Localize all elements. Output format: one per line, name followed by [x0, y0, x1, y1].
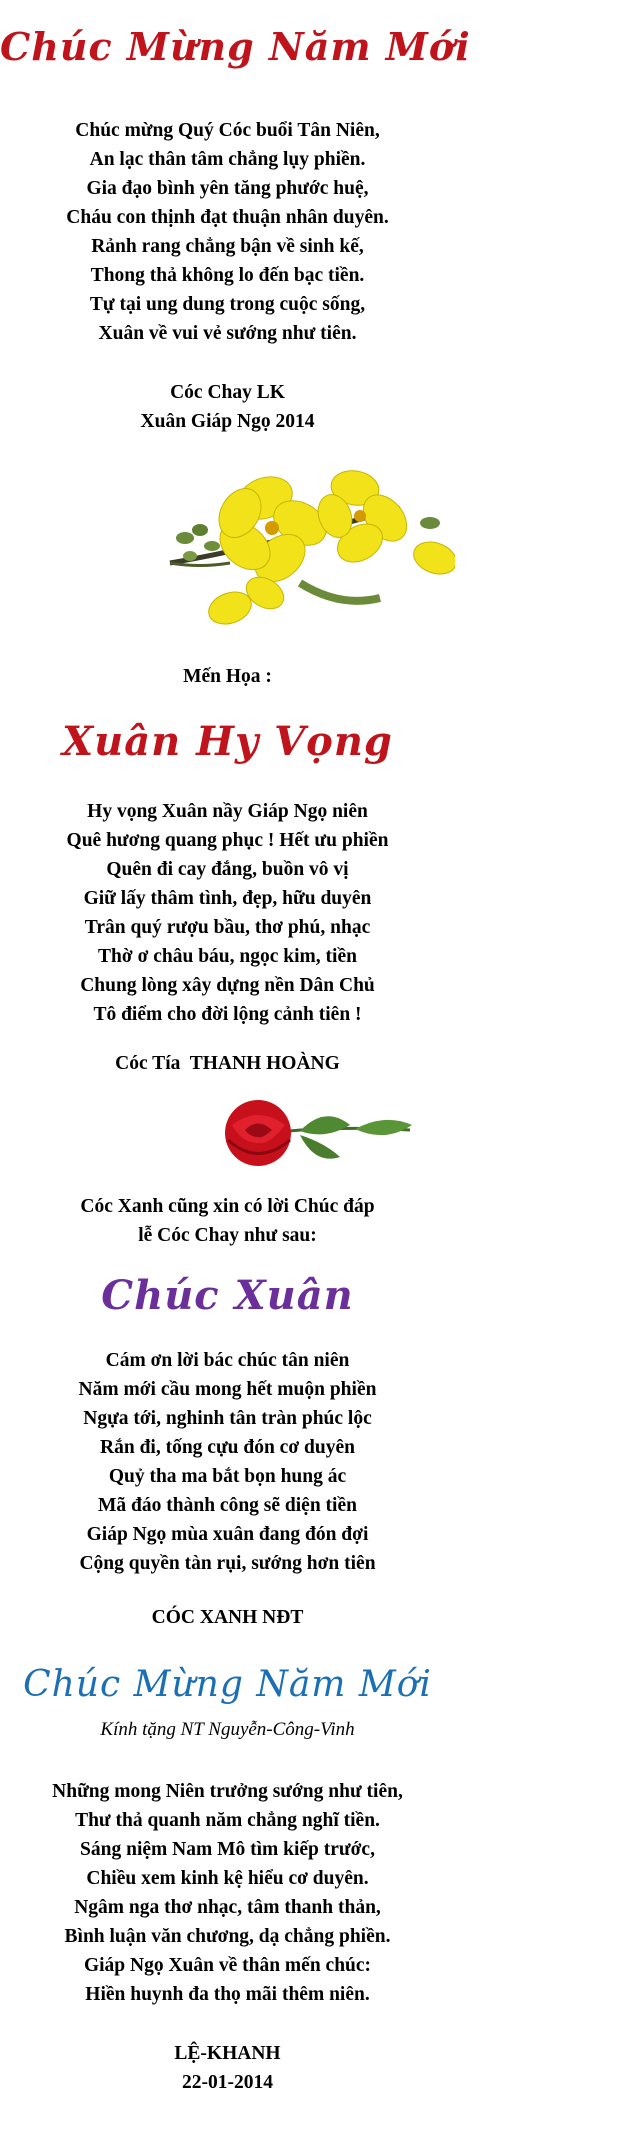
dedication: Kính tặng NT Nguyễn-Công-Vinh: [100, 1719, 355, 1740]
poem-line: Mã đáo thành công sẽ diện tiền: [98, 1495, 357, 1516]
poem-line: Sáng niệm Nam Mô tìm kiếp trước,: [80, 1839, 375, 1860]
title-chuc-xuan: Chúc Xuân: [101, 1272, 354, 1319]
poem-line: Hiền huynh đa thọ mãi thêm niên.: [85, 1984, 370, 2005]
poem-line: Rảnh rang chẳng bận về sinh kế,: [91, 236, 364, 257]
poem-line: Cháu con thịnh đạt thuận nhân duyên.: [66, 207, 389, 228]
poem-line: Quên đi cay đắng, buồn vô vị: [106, 859, 349, 880]
poem-line: Thư thả quanh năm chẳng nghĩ tiền.: [75, 1810, 380, 1831]
poem-1: [0, 116, 455, 348]
poem-line: Hy vọng Xuân nầy Giáp Ngọ niên: [87, 801, 368, 822]
poem-line: Những mong Niên trưởng sướng như tiên,: [52, 1781, 403, 1802]
poem-line: Quỷ tha ma bắt bọn hung ác: [108, 1466, 347, 1487]
author-date: 22-01-2014: [182, 2072, 273, 2093]
signature-1: [0, 378, 455, 436]
title-chuc-mung-nam-moi-2: Chúc Mừng Năm Mới: [23, 1664, 432, 1705]
poem-line: An lạc thân tâm chẳng lụy phiền.: [89, 149, 366, 170]
signature-3: CÓC XANH NĐT: [151, 1607, 304, 1628]
poem-line: Chiều xem kinh kệ hiểu cơ duyên.: [86, 1868, 369, 1889]
poem-line: Xuân về vui vẻ sướng như tiên.: [98, 323, 357, 344]
title-chuc-mung-nam-moi: Chúc Mừng Năm Mới: [0, 24, 471, 69]
signature-4: [0, 2039, 455, 2097]
poem-line: Giáp Ngọ mùa xuân đang đón đợi: [86, 1524, 369, 1545]
poem-line: Cám ơn lời bác chúc tân niên: [105, 1350, 350, 1371]
poem-line: Năm mới cầu mong hết muộn phiền: [78, 1379, 377, 1400]
title-xuan-hy-vong: Xuân Hy Vọng: [62, 718, 393, 765]
poem-2: [0, 797, 455, 1029]
author-name: Cóc Chay LK: [170, 382, 285, 403]
poem-line: Chúc mừng Quý Cóc buổi Tân Niên,: [75, 120, 380, 141]
yellow-apricot-blossom-icon: [0, 468, 455, 638]
poem-line: Chung lòng xây dựng nền Dân Chủ: [80, 975, 375, 996]
poem-line: Giữ lấy thâm tình, đẹp, hữu duyên: [83, 888, 372, 909]
intro-coc-xanh: [0, 1192, 455, 1250]
red-rose-icon: [0, 1095, 455, 1180]
poem-line: Cộng quyền tàn rụi, sướng hơn tiên: [79, 1553, 376, 1574]
poem-line: Ngâm nga thơ nhạc, tâm thanh thản,: [74, 1897, 381, 1918]
author-date: Xuân Giáp Ngọ 2014: [140, 411, 315, 432]
poem-line: Tự tại ung dung trong cuộc sống,: [89, 294, 366, 315]
intro-men-hoa: Mến Họa :: [183, 666, 272, 687]
poem-line: Giáp Ngọ Xuân về thân mến chúc:: [83, 1955, 372, 1976]
poem-line: Tô điểm cho đời lộng cảnh tiên !: [93, 1004, 362, 1025]
intro-line: Cóc Xanh cũng xin có lời Chúc đáp: [80, 1196, 375, 1217]
poem-line: Trân quý rượu bầu, thơ phú, nhạc: [84, 917, 371, 938]
poem-4: [0, 1777, 455, 2009]
poem-line: Gia đạo bình yên tăng phước huệ,: [86, 178, 369, 199]
poem-line: Rắn đi, tống cựu đón cơ duyên: [100, 1437, 355, 1458]
poem-line: Ngựa tới, nghinh tân tràn phúc lộc: [83, 1408, 372, 1429]
author-name: LỆ-KHANH: [174, 2043, 281, 2064]
poem-line: Thong thả không lo đến bạc tiền.: [90, 265, 365, 286]
intro-line: lễ Cóc Chay như sau:: [138, 1225, 317, 1246]
poem-line: Bình luận văn chương, dạ chẳng phiền.: [64, 1926, 391, 1947]
signature-2: Cóc Tía THANH HOÀNG: [115, 1053, 340, 1074]
poem-3: [0, 1346, 455, 1578]
poem-line: Quê hương quang phục ! Hết ưu phiền: [66, 830, 389, 851]
poem-line: Thờ ơ châu báu, ngọc kim, tiền: [98, 946, 357, 967]
